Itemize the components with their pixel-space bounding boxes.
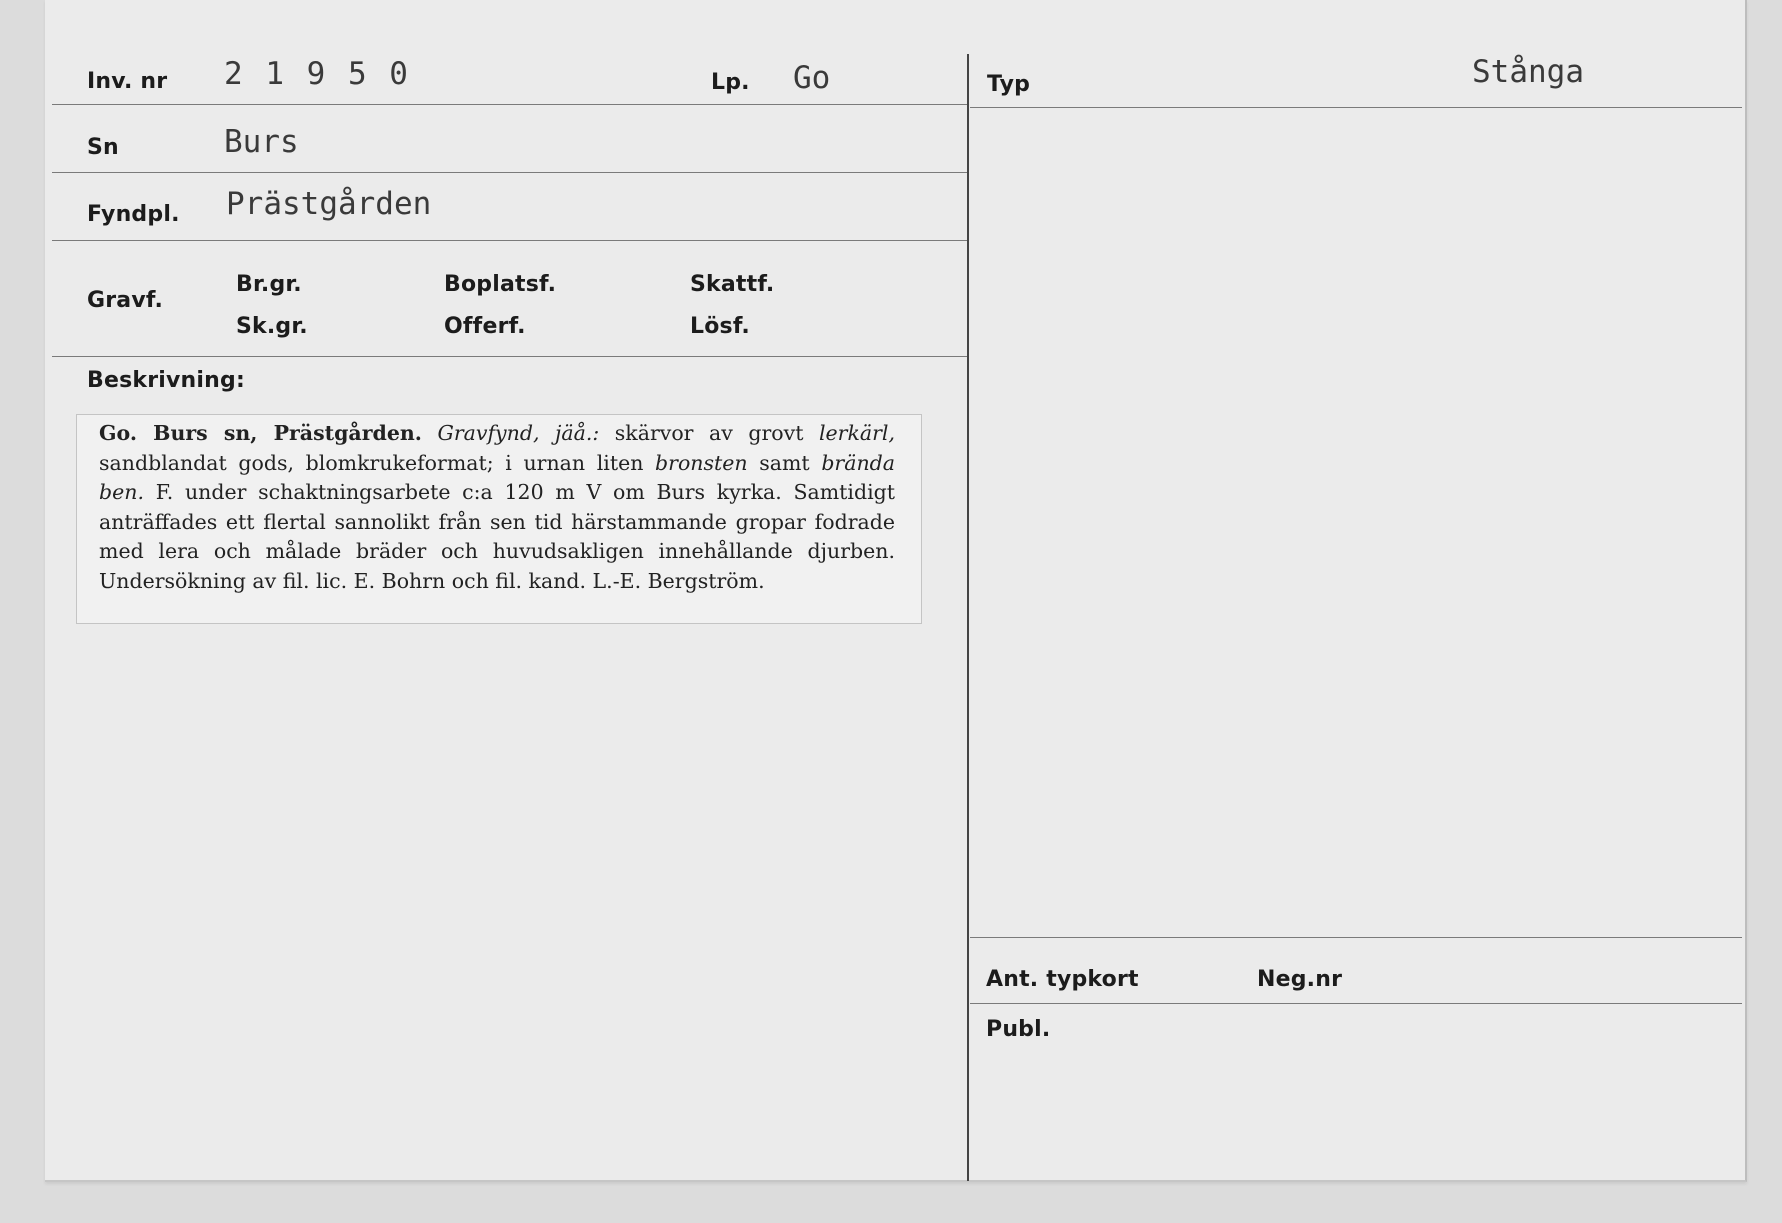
offerf-label: Offerf. [444, 314, 526, 339]
description-clipping [76, 414, 922, 624]
boplatsf-label: Boplatsf. [444, 272, 557, 297]
ant-typkort-label: Ant. typkort [986, 967, 1139, 992]
skattf-label: Skattf. [690, 272, 775, 297]
sk-gr-label: Sk.gr. [236, 314, 308, 339]
losf-label: Lösf. [690, 314, 750, 339]
beskrivning-label: Beskrivning: [87, 368, 245, 393]
publ-label: Publ. [986, 1017, 1051, 1042]
gravf-label: Gravf. [87, 288, 164, 313]
description-lead: Go. Burs sn, Prästgården. [99, 421, 422, 445]
br-gr-label: Br.gr. [236, 272, 302, 297]
fyndpl-label: Fyndpl. [87, 202, 180, 227]
typ-value: Stånga [1472, 54, 1584, 90]
inv-nr-value: 2 1 9 5 0 [224, 56, 410, 92]
inv-nr-label: Inv. nr [87, 69, 168, 94]
sn-label: Sn [87, 135, 119, 160]
column-divider [967, 54, 969, 1181]
neg-nr-label: Neg.nr [1257, 967, 1343, 992]
sn-value: Burs [224, 124, 299, 160]
description-text: Go. Burs sn, Prästgården. Gravfynd, jäå.: skärvor av grovt lerkärl, sandblandat gods, blomkrukeformat; i urnan liten bronsten samt brända ben. F. under schaktningsarbete c:a 120 m V om Burs kyrka. Samtidigt anträffades ett flertal sannolikt från sen tid härstammande gropar fodrade med lera och målade bräder och huvudsakligen innehållande djurben. Undersökning av fil. lic. E. Bohrn och fil. kand. L.-E. Bergström. [99, 421, 896, 593]
lp-label: Lp. [711, 70, 750, 95]
lp-value: Go [793, 60, 831, 96]
typ-label: Typ [987, 72, 1031, 97]
fyndpl-value: Prästgården [226, 186, 432, 222]
